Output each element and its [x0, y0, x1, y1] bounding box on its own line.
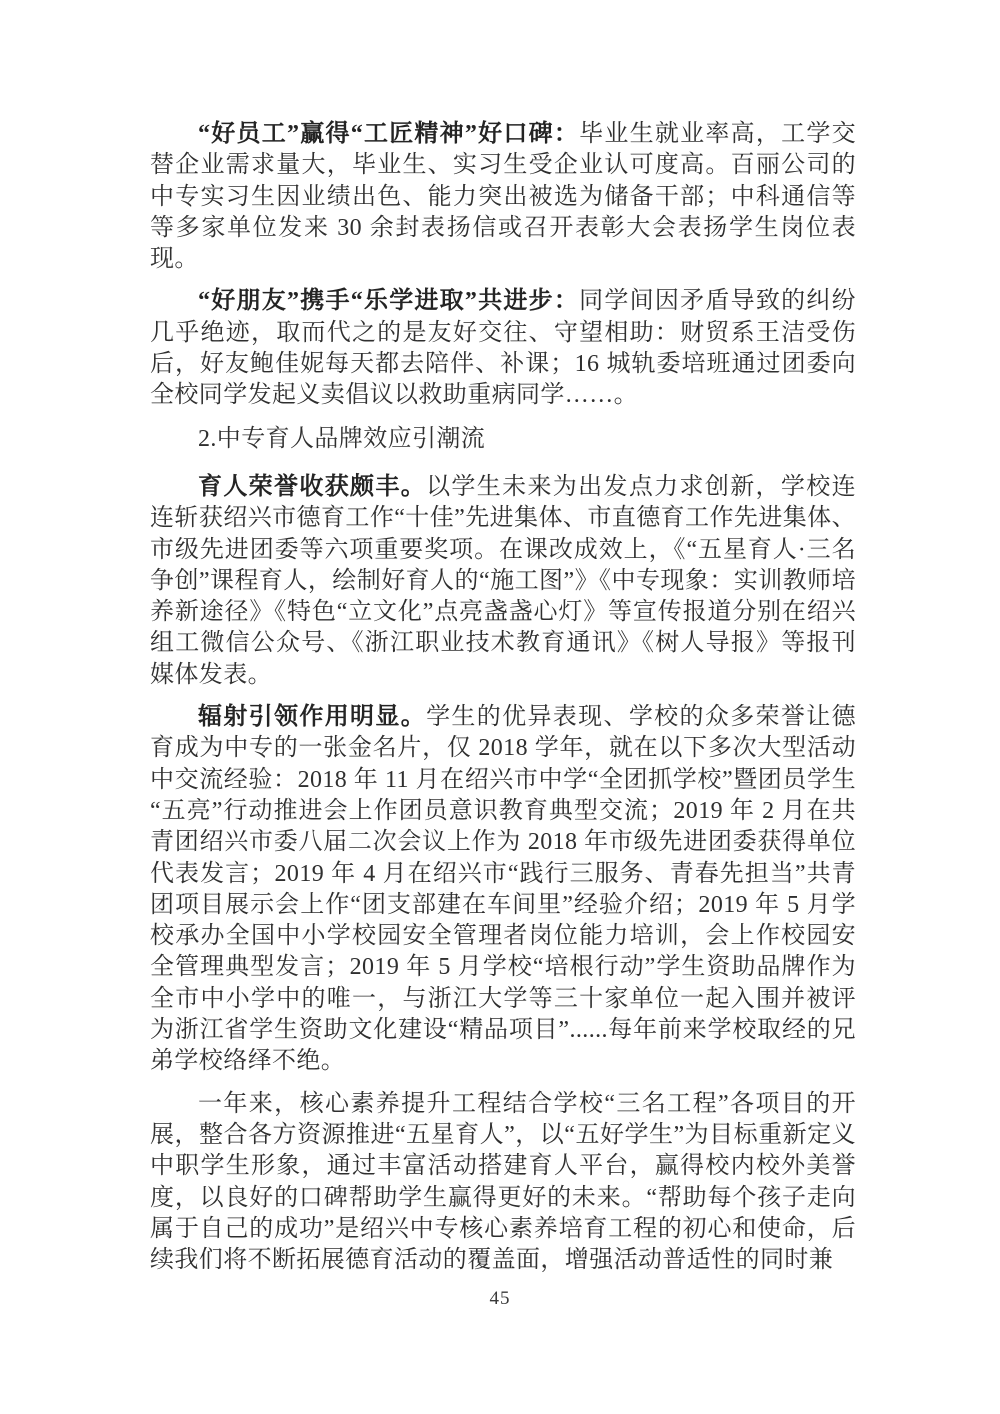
paragraph-good-employee: [150, 119, 856, 275]
paragraph-lead: “好员工”赢得“工匠精神”好口碑：: [198, 121, 580, 147]
section-heading: 2.中专育人品牌效应引潮流: [198, 425, 486, 452]
paragraph-lead: 辐射引领作用明显。: [198, 704, 427, 731]
paragraph-radiation-effect: [150, 702, 856, 1078]
paragraph-body: 同学间因矛盾导致的纠纷几乎绝迹，取而代之的是友好交往、守望相助：财贸系王洁受伤后，好友鲍佳妮每天都去陪伴、补课；16 城轨委培班通过团委向全校同学发起义卖倡议以救助重病同学……。: [150, 288, 856, 409]
page-number: 45: [489, 1288, 511, 1309]
paragraph-body: 以学生未来为出发点力求创新，学校连连斩获绍兴市德育工作“十佳”先进集体、市直德育工作先进集体、市级先进团委等六项重要奖项。在课改成效上，《“五星育人·三名争创”课程育人，绘制好育人的“施工图”》《中专现象：实训教师培养新途径》《特色“立文化”点亮盏盏心灯》等宣传报道分别在绍兴组工微信公众号、《浙江职业技术教育通讯》《树人导报》等报刊媒体发表。: [150, 473, 856, 688]
paragraph-body: 一年来，核心素养提升工程结合学校“三名工程”各项目的开展，整合各方资源推进“五星育人”，以“五好学生”为目标重新定义中职学生形象，通过丰富活动搭建育人平台，赢得校内校外美誉度，以良好的口碑帮助学生赢得更好的未来。“帮助每个孩子走向属于自己的成功”是绍兴中专核心素养培育工程的初心和使命，后续我们将不断拓展德育活动的覆盖面，增强活动普适性的同时兼: [150, 1090, 856, 1274]
paragraph-lead: 育人荣誉收获颇丰。: [198, 473, 427, 500]
paragraph-body: 毕业生就业率高，工学交替企业需求量大，毕业生、实习生受企业认可度高。百丽公司的中专实习生因业绩出色、能力突出被选为储备干部；中科通信等等多家单位发来 30 余封表扬信或召开表彰大会表扬学生岗位表现。: [150, 121, 856, 273]
paragraph-lead: “好朋友”携手“乐学进取”共进步：: [198, 288, 580, 315]
paragraph-body: 学生的优异表现、学校的众多荣誉让德育成为中专的一张金名片，仅 2018 学年，就在以下多次大型活动中交流经验：2018 年 11 月在绍兴市中学“全团抓学校”暨团员学生“五亮”行动推进会上作团员意识教育典型交流；2019 年 2 月在共青团绍兴市委八届二次会议上作为 2018 年市级先进团委获得单位代表发言；2019 年 4 月在绍兴市“践行三服务、青春先担当”共青团项目展示会上作“团支部建在车间里”经验介绍；2019 年 5 月学校承办全国中小学校园安全管理者岗位能力培训，会上作校园安全管理典型发言；2019 年 5 月学校“培根行动”学生资助品牌作为全市中小学中的唯一，与浙江大学等三十家单位一起入围并被评为浙江省学生资助文化建设“精品项目”......每年前来学校取经的兄弟学校络绎不绝。: [150, 704, 856, 1075]
document-body: [150, 119, 856, 1287]
paragraph-summary: [150, 1089, 856, 1277]
paragraph-good-friend: [150, 286, 856, 411]
paragraph-honors: [150, 472, 856, 691]
